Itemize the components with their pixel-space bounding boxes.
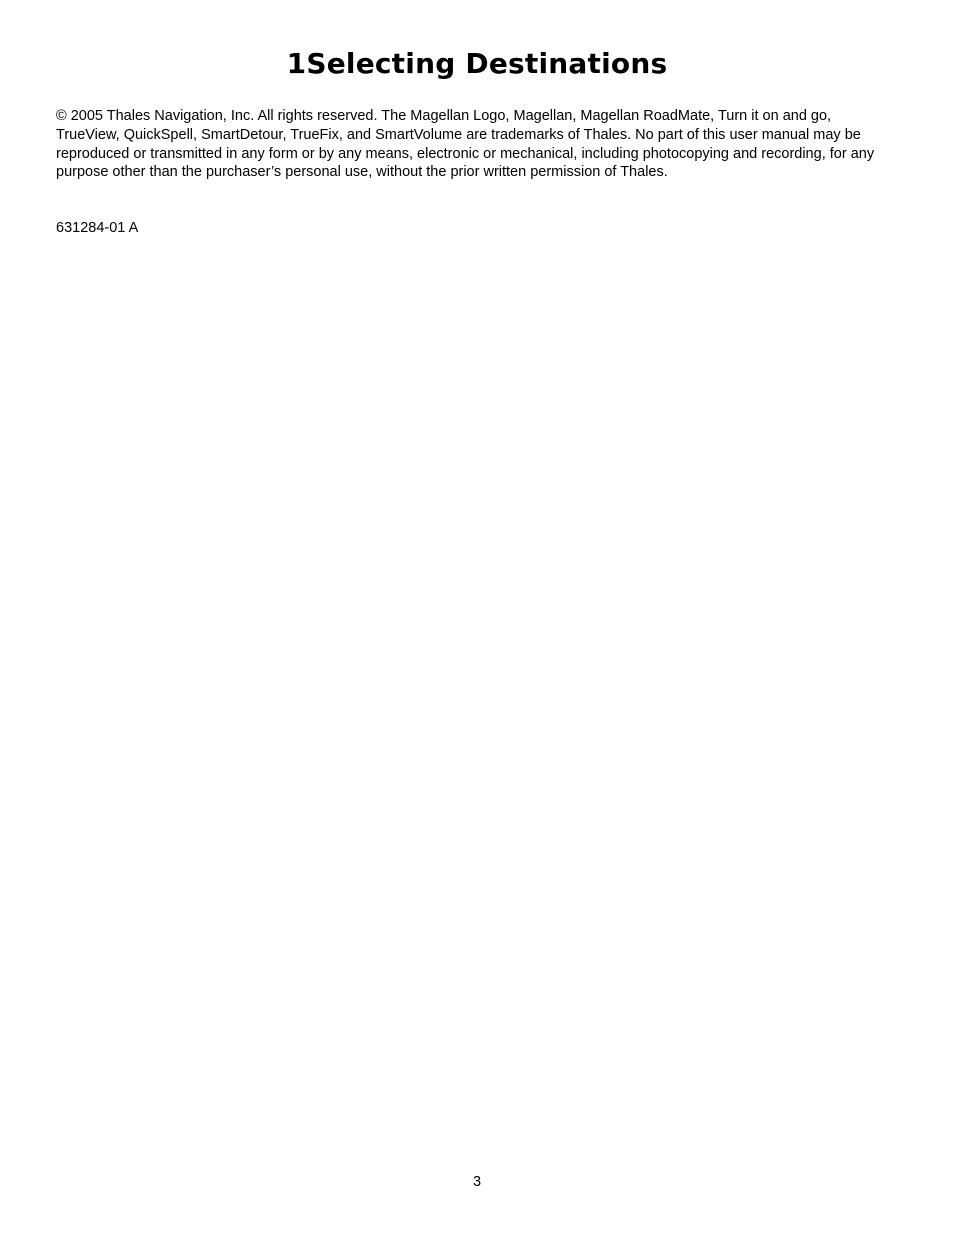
page-title: 1Selecting Destinations [286,47,668,80]
part-number: 631284-01 A [56,220,139,236]
copyright-notice: © 2005 Thales Navigation, Inc. All rights reserved. The Magellan Logo, Magellan, Magellan RoadMate, Turn it on and go, TrueView, QuickSpell, SmartDetour, TrueFix, and SmartVolume are trademarks of Thales. No part of this user manual may be reproduced or transmitted in any form or by any means, electronic or mechanical, including photocopying and recording, for any purpose other than the purchaser’s personal use, without the prior written permission of Thales. [56,108,875,181]
page-number: 3 [472,1174,482,1190]
